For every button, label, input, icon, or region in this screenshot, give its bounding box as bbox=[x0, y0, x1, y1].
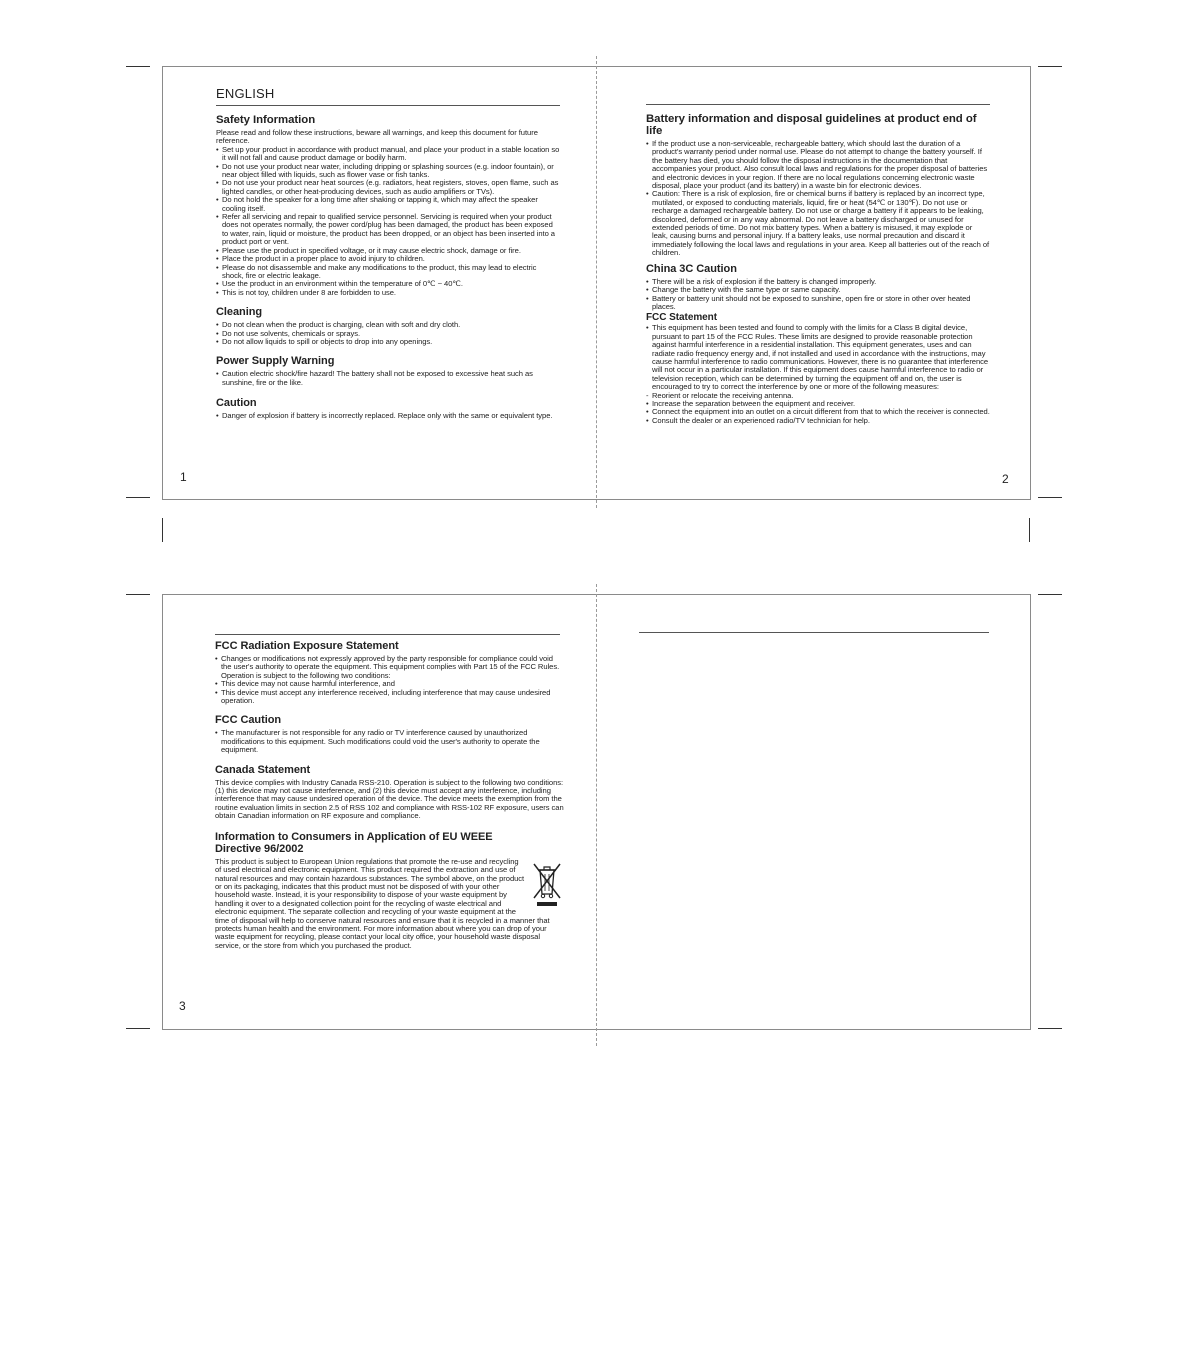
crop-mark bbox=[126, 1028, 150, 1029]
weee-body bbox=[215, 858, 565, 950]
list-item: • Please do not disassemble and make any modifications to the product, this may lead to electric shock, fire or electric leakage. bbox=[216, 264, 560, 281]
power-warning-list bbox=[216, 370, 560, 387]
heading-rule bbox=[646, 104, 990, 105]
list-item: • Please use the product in specified voltage, or it may cause electric shock, damage or fire. bbox=[216, 247, 560, 255]
page-number: 1 bbox=[180, 470, 187, 484]
list-item: • This equipment has been tested and found to comply with the limits for a Class B digital device, pursuant to part 15 of the FCC Rules. These limits are designed to provide reasonable protection against harmful interference in a residential installation. This equipment generates, uses and can radiate radio frequency energy and, if not installed and used in accordance with the instructions, may cause harmful interference to radio communications. However, there is no guarantee that interference will not occur in a particular installation. If this equipment does cause harmful interference to radio or television reception, which can be determined by turning the equipment off and on, the user is encouraged to try to correct the interference by one or more of the following measures: bbox=[646, 324, 990, 391]
canada-statement-text: This device complies with Industry Canada RSS-210. Operation is subject to the following two conditions: (1) this device may not cause interference, and (2) this device must accept any interference, including interference that may cause undesired operation of the device. The device meets the exemption from the routine evaluation limits in section 2.5 of RSS 102 and compliance with RSS-102 RF exposure, users can obtain Canadian information on RF exposure and compliance. bbox=[215, 777, 564, 821]
crop-mark bbox=[126, 594, 150, 595]
page-number: 3 bbox=[179, 999, 186, 1013]
rf-exposure-title: FCC Radiation Exposure Statement bbox=[215, 640, 399, 652]
fcc-caution-list bbox=[215, 729, 565, 754]
list-item: • Place the product in a proper place to avoid injury to children. bbox=[216, 255, 560, 263]
list-item: • This is not toy, children under 8 are forbidden to use. bbox=[216, 289, 560, 297]
list-item: • Caution: There is a risk of explosion, fire or chemical burns if battery is replaced by an incorrect type, mutilated, or exposed to conducting materials, liquid, fire or heat (54℃ or 130℉). Do not use or recharge a damaged rechargeable battery. Do not use or charge a battery if it appears to be leaking, discolored, deformed or in any way abnormal. Do not leave a battery discharged or unused for extended periods of time. Do not mix battery types. When a battery is misused, it may explode or leak, causing burns and personal injury. If a battery leaks, use normal precaution and discard it immediately following the local laws and regulations in your area. Keep all batteries out of the reach of children. bbox=[646, 190, 990, 257]
weee-text: This product is subject to European Union regulations that promote the re-use and recycling of used electrical and electronic equipment. This product required the extraction and use of natural resources and may contain hazardous substances. The symbol above, on the product or on its packaging, indicates that this product must not be disposed of with your other household waste. Instead, it is your responsibility to dispose of your waste equipment by handling it over to a designated collection point for the recycling of waste electrical and electronic equipment. The separate collection and recycling of your waste equipment at the time of disposal will help to conserve natural resources and ensure that it is recycled in a manner that protects human health and the environment. For more information about where you can drop of your waste equipment for recycling, please contact your local city office, your household waste disposal service, or the store from which you purchased the product. bbox=[215, 856, 550, 950]
safety-list bbox=[216, 146, 560, 297]
list-item: • Do not use your product near heat sources (e.g. radiators, heat registers, stoves, open flame, such as lighted candles, or other heat-producing devices, such as audio amplifiers or TVs). bbox=[216, 179, 560, 196]
fcc-statement-title: FCC Statement bbox=[646, 312, 718, 324]
cleaning-title: Cleaning bbox=[216, 306, 263, 319]
list-item: • Do not hold the speaker for a long time after shaking or tapping it, which may affect the speaker cooling itself. bbox=[216, 196, 560, 213]
canada-statement-title: Canada Statement bbox=[215, 763, 311, 776]
cleaning-list bbox=[216, 321, 560, 346]
list-item: • Caution electric shock/fire hazard! The battery shall not be exposed to excessive heat such as sunshine, fire or the like. bbox=[216, 370, 560, 387]
fcc-statement-list bbox=[646, 324, 990, 391]
crop-mark bbox=[1038, 497, 1062, 498]
upper-fold-line bbox=[596, 56, 597, 508]
list-item: • Do not use your product near water, including dripping or splashing sources (e.g. indoor fountain), or near object filled with liquids, such as flower vase or fish tanks. bbox=[216, 163, 560, 180]
china-3c-list bbox=[646, 278, 990, 312]
list-item: • Danger of explosion if battery is incorrectly replaced. Replace only with the same or equivalent type. bbox=[216, 412, 560, 420]
list-item: • Do not allow liquids to spill or objects to drop into any openings. bbox=[216, 338, 560, 346]
caution-list bbox=[216, 412, 560, 420]
list-item: • Change the battery with the same type or same capacity. bbox=[646, 286, 990, 294]
list-item: • Increase the separation between the equipment and receiver. bbox=[646, 400, 990, 408]
china-3c-title: China 3C Caution bbox=[646, 262, 737, 275]
list-item: • Consult the dealer or an experienced radio/TV technician for help. bbox=[646, 417, 990, 425]
crop-mark bbox=[1038, 66, 1062, 67]
power-warning-title: Power Supply Warning bbox=[216, 355, 335, 368]
list-item: • This device may not cause harmful interference, and bbox=[215, 680, 565, 688]
page-1-column bbox=[216, 86, 560, 421]
page-2-column bbox=[646, 104, 990, 425]
heading-rule bbox=[639, 632, 989, 633]
crop-mark bbox=[162, 518, 163, 542]
list-item: - Reorient or relocate the receiving antenna. bbox=[646, 392, 990, 400]
list-item: • This device must accept any interference received, including interference that may cause undesired operation. bbox=[215, 689, 565, 706]
list-item: • Do not clean when the product is charging, clean with soft and dry cloth. bbox=[216, 321, 560, 329]
safety-intro: Please read and follow these instructions, beware all warnings, and keep this document for future reference. bbox=[216, 128, 538, 146]
crop-mark bbox=[1038, 594, 1062, 595]
page-3-column bbox=[215, 634, 565, 950]
safety-title: Safety Information bbox=[216, 114, 316, 126]
battery-title: Battery information and disposal guidelines at product end of life bbox=[646, 113, 977, 137]
crop-mark bbox=[126, 66, 150, 67]
list-item: • Battery or battery unit should not be exposed to sunshine, open fire or store in other over heated places. bbox=[646, 295, 990, 312]
list-item: • There will be a risk of explosion if the battery is changed improperly. bbox=[646, 278, 990, 286]
list-item: • If the product use a non-serviceable, rechargeable battery, which should last the duration of a product's warranty period under normal use. Please do not attempt to change the battery yourself. If the battery has died, you should follow the disposal instructions in the documentation that accompanies your product. Also consult local laws and regulations for the proper disposal of batteries and electronic devices in your region. If there are no local regulations concerning electronic waste disposal, place your product (and its battery) in a waste bin for electronic devices. bbox=[646, 140, 990, 190]
crop-mark bbox=[1038, 1028, 1062, 1029]
page-number: 2 bbox=[1002, 472, 1009, 486]
crop-mark bbox=[1029, 518, 1030, 542]
language-heading: ENGLISH bbox=[216, 86, 275, 101]
list-item: • Do not use solvents, chemicals or sprays. bbox=[216, 330, 560, 338]
weee-crossed-bin-icon bbox=[531, 860, 563, 908]
caution-title: Caution bbox=[216, 397, 257, 410]
list-item: • Set up your product in accordance with product manual, and place your product in a stable location so it will not fall and cause product damage or bodily harm. bbox=[216, 146, 560, 163]
rf-exposure-list bbox=[215, 655, 565, 705]
list-item: • Refer all servicing and repair to qualified service personnel. Servicing is required when your product does not operates normally, the power cord/plug has been damaged, the product has been exposed to water, rain, liquid or moisture, the product has been dropped, or an object has been inserted into a product port or vent. bbox=[216, 213, 560, 247]
crop-mark bbox=[126, 497, 150, 498]
battery-list bbox=[646, 140, 990, 258]
list-item: • Changes or modifications not expressly approved by the party responsible for compliance could void the user's authority to operate the equipment. This equipment complies with Part 15 of the FCC Rules. Operation is subject to the following two conditions: bbox=[215, 655, 565, 680]
fcc-caution-title: FCC Caution bbox=[215, 714, 282, 727]
lower-fold-line bbox=[596, 584, 597, 1046]
weee-title: Information to Consumers in Application of EU WEEE Directive 96/2002 bbox=[215, 830, 493, 855]
list-item: • The manufacturer is not responsible for any radio or TV interference caused by unauthorized modifications to this equipment. Such modifications could void the user's authority to operate the equipment. bbox=[215, 729, 565, 754]
list-item: • Use the product in an environment within the temperature of 0℃ ~ 40℃. bbox=[216, 280, 560, 288]
heading-rule bbox=[215, 634, 560, 635]
heading-rule bbox=[216, 105, 560, 106]
list-item: • Connect the equipment into an outlet on a circuit different from that to which the receiver is connected. bbox=[646, 408, 990, 416]
fcc-statement-list-continued bbox=[646, 400, 990, 425]
